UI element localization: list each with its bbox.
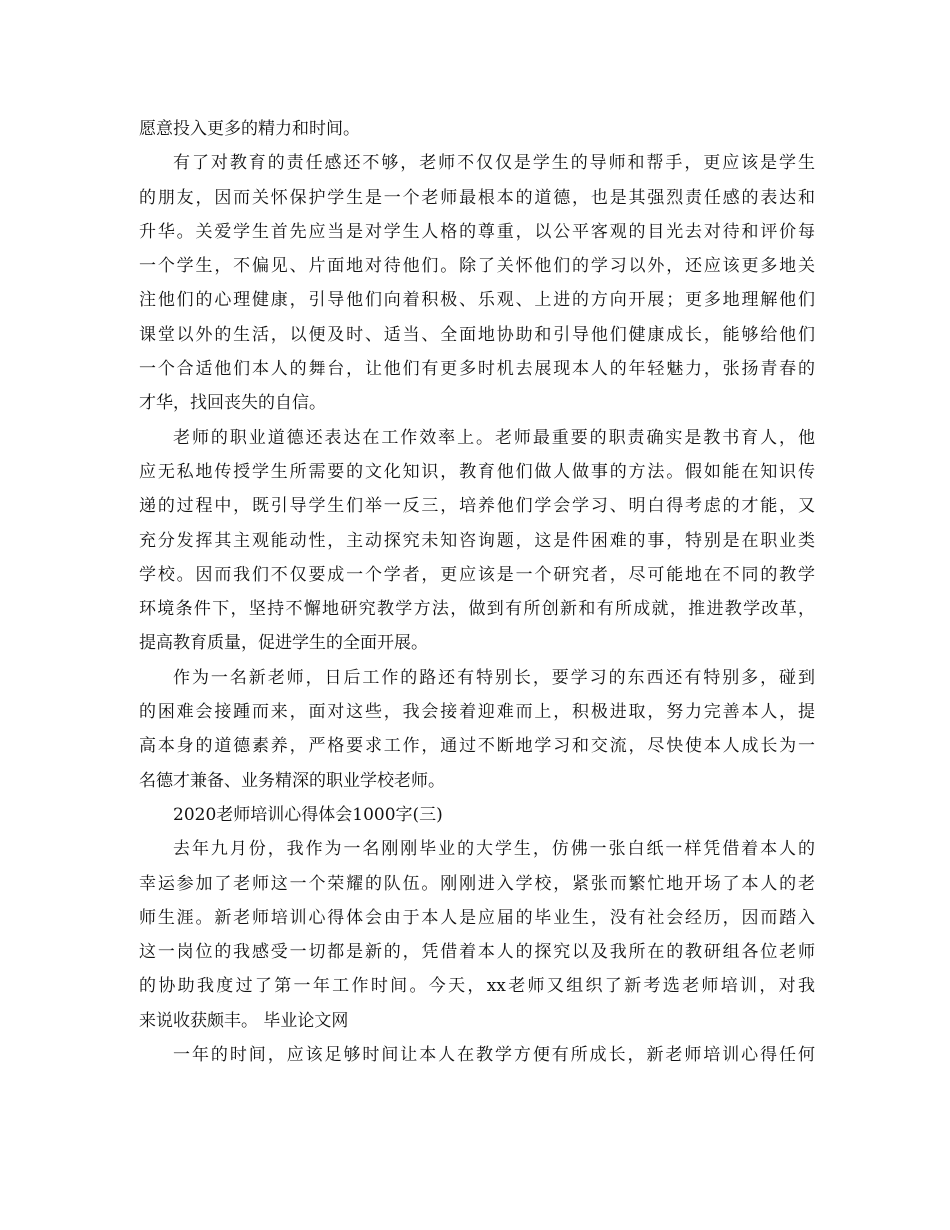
text-line: 作为一名新老师，日后工作的路还有特别长，要学习的东西还有特别多，碰到 — [173, 667, 815, 688]
text-line: 环境条件下，坚持不懈地研究教学方法，做到有所创新和有所成就，推进教学改革， — [139, 599, 815, 620]
text-line: 的协助我度过了第一年工作时间。今天，xx老师又组织了新考选老师培训，对我 — [139, 976, 815, 997]
text-line: 一个学生，不偏见、片面地对待他们。除了关怀他们的学习以外，还应该更多地关 — [139, 256, 815, 277]
text-line: 高本身的道德素养，严格要求工作，通过不断地学习和交流，尽快使本人成长为一 — [139, 736, 815, 757]
document-body — [139, 112, 815, 1072]
text-line: 学校。因而我们不仅要成一个学者，更应该是一个研究者，尽可能地在不同的教学 — [139, 564, 815, 585]
text-line: 来说收获颇丰。 毕业论文网 — [139, 1010, 349, 1031]
text-line: 这一岗位的我感受一切都是新的，凭借着本人的探究以及我所在的教研组各位老师 — [139, 942, 815, 963]
text-line: 2020老师培训心得体会1000字(三) — [173, 804, 443, 825]
text-line: 升华。关爱学生首先应当是对学生人格的尊重，以公平客观的目光去对待和评价每 — [139, 221, 815, 242]
text-line: 递的过程中，既引导学生们举一反三，培养他们学会学习、明白得考虑的才能，又 — [139, 496, 815, 517]
text-line: 幸运参加了老师这一个荣耀的队伍。刚刚进入学校，紧张而繁忙地开场了本人的老 — [139, 873, 815, 894]
text-line: 愿意投入更多的精力和时间。 — [139, 119, 360, 139]
text-line: 名德才兼备、业务精深的职业学校老师。 — [139, 770, 445, 791]
text-line: 提高教育质量，促进学生的全面开展。 — [139, 633, 428, 654]
text-line: 去年九月份，我作为一名刚刚毕业的大学生，仿佛一张白纸一样凭借着本人的 — [173, 839, 815, 860]
text-line: 一个合适他们本人的舞台，让他们有更多时机去展现本人的年轻魅力，张扬青春的 — [139, 359, 815, 380]
text-line: 师生涯。新老师培训心得体会由于本人是应届的毕业生，没有社会经历，因而踏入 — [139, 907, 815, 928]
text-line: 充分发挥其主观能动性，主动探究未知咨询题，这是件困难的事，特别是在职业类 — [139, 530, 815, 551]
text-line: 老师的职业道德还表达在工作效率上。老师最重要的职责确实是教书育人，他 — [173, 427, 815, 448]
text-line: 才华，找回丧失的自信。 — [139, 393, 326, 414]
text-line: 课堂以外的生活，以便及时、适当、全面地协助和引导他们健康成长，能够给他们 — [139, 324, 815, 345]
text-line: 注他们的心理健康，引导他们向着积极、乐观、上进的方向开展；更多地理解他们 — [139, 290, 815, 311]
text-line: 有了对教育的责任感还不够，老师不仅仅是学生的导师和帮手，更应该是学生 — [173, 153, 815, 174]
text-line: 一年的时间，应该足够时间让本人在教学方便有所成长，新老师培训心得任何 — [173, 1045, 815, 1066]
text-line: 应无私地传授学生所需要的文化知识，教育他们做人做事的方法。假如能在知识传 — [139, 461, 815, 482]
text-line: 的困难会接踵而来，面对这些，我会接着迎难而上，积极进取，努力完善本人，提 — [139, 702, 815, 723]
text-line: 的朋友，因而关怀保护学生是一个老师最根本的道德，也是其强烈责任感的表达和 — [139, 187, 815, 208]
